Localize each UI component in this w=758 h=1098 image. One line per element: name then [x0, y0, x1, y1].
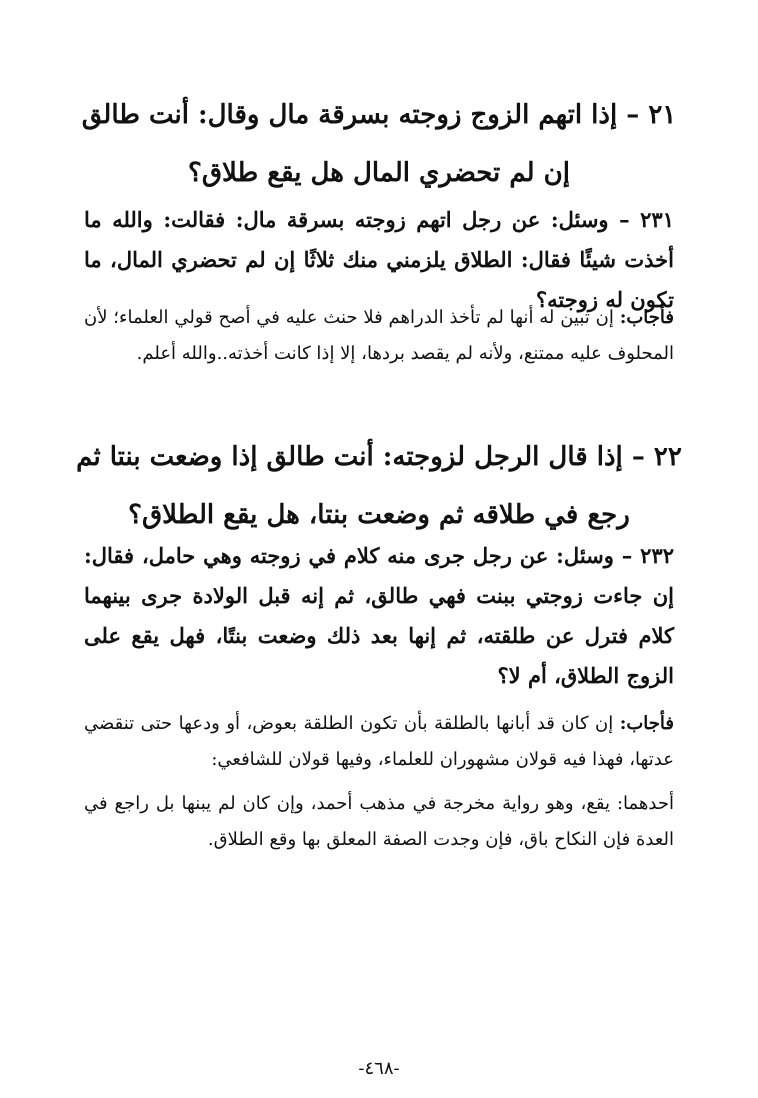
question-231-lead: وسئل: [550, 207, 609, 232]
section-22-number: ٢٢ [653, 442, 682, 472]
question-232-lead: وسئل: [556, 543, 614, 568]
answer-232-label: فأجاب: [619, 713, 674, 734]
answer-231-text: إن تبين له أنها لم تأخذ الدراهم فلا حنث عليه في أصح قولي العلماء؛ لأن المحلوف عليه ممتنع، ولأنه لم يقصد بردها، إلا إذا كانت أخذته..والله أعلم. [84, 307, 674, 364]
section-21-number: ٢١ [648, 100, 677, 130]
question-232-number: ٢٣٢ [640, 543, 674, 568]
section-22-heading: ٢٢ – إذا قال الرجل لزوجته: أنت طالق إذا وضعت بنتا ثم رجع في طلاقه ثم وضعت بنتا، هل يقع الطلاق؟ [76, 442, 682, 530]
page-number: -٤٦٨- [358, 1058, 400, 1079]
section-21-heading: ٢١ – إذا اتهم الزوج زوجته بسرقة مال وقال: أنت طالق إن لم تحضري المال هل يقع طلاق؟ [81, 100, 677, 188]
section-22-title: إذا قال الرجل لزوجته: أنت طالق إذا وضعت بنتا ثم رجع في طلاقه ثم وضعت بنتا، هل يقع الطلاق؟ [76, 442, 630, 530]
answer-232-text-1: إن كان قد أبانها بالطلقة بأن تكون الطلقة بعوض، أو ودعها حتى تنقضي عدتها، فهذا فيه قولان مشهوران للعلماء، وفيها قولان للشافعي: [84, 713, 674, 770]
answer-232-text-2: أحدهما: يقع، وهو رواية مخرجة في مذهب أحمد، وإن كان لم يبنها بل راجع في العدة فإن النكاح باق، فإن وجدت الصفة المعلق بها وقع الطلاق. [84, 793, 674, 850]
section-21-title: إذا اتهم الزوج زوجته بسرقة مال وقال: أنت طالق إن لم تحضري المال هل يقع طلاق؟ [81, 100, 618, 188]
question-232-text: عن رجل جرى منه كلام في زوجته وهي حامل، فقال: إن جاءت زوجتي ببنت فهي طالق، ثم إنه قبل الولادة جرى بينهما كلام فترل عن طلقته، ثم إنها بعد ذلك وضعت بنتًا، فهل يقع على الزوج الطلاق، أم لا؟ [84, 543, 674, 688]
question-232: ٢٣٢ – وسئل: عن رجل جرى منه كلام في زوجته وهي حامل، فقال: إن جاءت زوجتي ببنت فهي طالق، ثم إنه قبل الولادة جرى بينهما كلام فترل عن طلقته، ثم إنها بعد ذلك وضعت بنتًا، فهل يقع على الزوج الطلاق، أم لا؟ [84, 543, 674, 688]
answer-231-label: فأجاب: [619, 307, 674, 328]
question-231-text: عن رجل اتهم زوجته بسرقة مال: فقالت: والله ما أخذت شيئًا فقال: الطلاق يلزمني منك ثلاثًا إن لم تحضري المال، ما تكون له زوجته؟ [84, 207, 674, 312]
question-231: ٢٣١ – وسئل: عن رجل اتهم زوجته بسرقة مال: فقالت: والله ما أخذت شيئًا فقال: الطلاق يلزمني منك ثلاثًا إن لم تحضري المال، ما تكون له زوجته؟ [84, 207, 674, 312]
question-231-number: ٢٣١ [640, 207, 674, 232]
answer-232-continued [84, 786, 674, 858]
answer-231 [84, 300, 674, 372]
answer-232 [84, 706, 674, 778]
